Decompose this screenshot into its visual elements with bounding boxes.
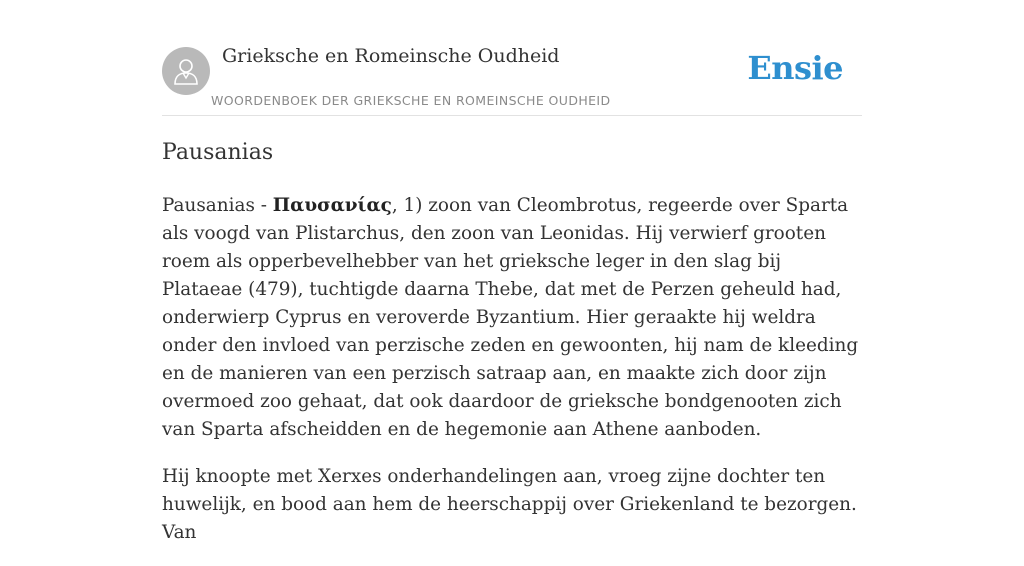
entry-body bbox=[162, 192, 862, 566]
entry-paragraph: Hij knoopte met Xerxes onderhandelingen aan, vroeg zijne dochter ten huwelijk, en bood aan hem de heerschappij over Griekenland te bezorgen. Van bbox=[162, 466, 857, 543]
entry-paragraph bbox=[162, 192, 862, 444]
term-separator: - bbox=[254, 195, 273, 216]
source-avatar[interactable] bbox=[162, 47, 210, 95]
source-subtitle[interactable]: WOORDENBOEK DER GRIEKSCHE EN ROMEINSCHE OUDHEID bbox=[211, 93, 611, 108]
entry-title: Pausanias bbox=[162, 140, 274, 165]
greek-term: Παυσανίας bbox=[272, 195, 392, 216]
brand-logo[interactable]: Ensie bbox=[747, 49, 843, 87]
entry-term: Pausanias bbox=[162, 195, 255, 216]
source-title[interactable]: Grieksche en Romeinsche Oudheid bbox=[222, 45, 560, 67]
paragraph-text: , 1) zoon van Cleombrotus, regeerde over Sparta als voogd van Plistarchus, den zoon van Leonidas. Hij verwierf grooten roem als opperbevelhebber van het grieksche leger in den slag bij Plataeae (479), tuchtigde daarna Thebe, dat met de Perzen geheuld had, onderwierp Cyprus en veroverde Byzantium. Hier geraakte hij weldra onder den invloed van perzische zeden en gewoonten, hij nam de kleeding en de manieren van een perzisch satraap aan, en maakte zich door zijn overmoed zoo gehaat, dat ook daardoor de grieksche bondgenooten zich van Sparta afscheidden en de hegemonie aan Athene aanboden. bbox=[162, 195, 859, 440]
page bbox=[162, 0, 862, 543]
user-avatar-icon bbox=[173, 57, 199, 85]
header bbox=[162, 0, 862, 116]
